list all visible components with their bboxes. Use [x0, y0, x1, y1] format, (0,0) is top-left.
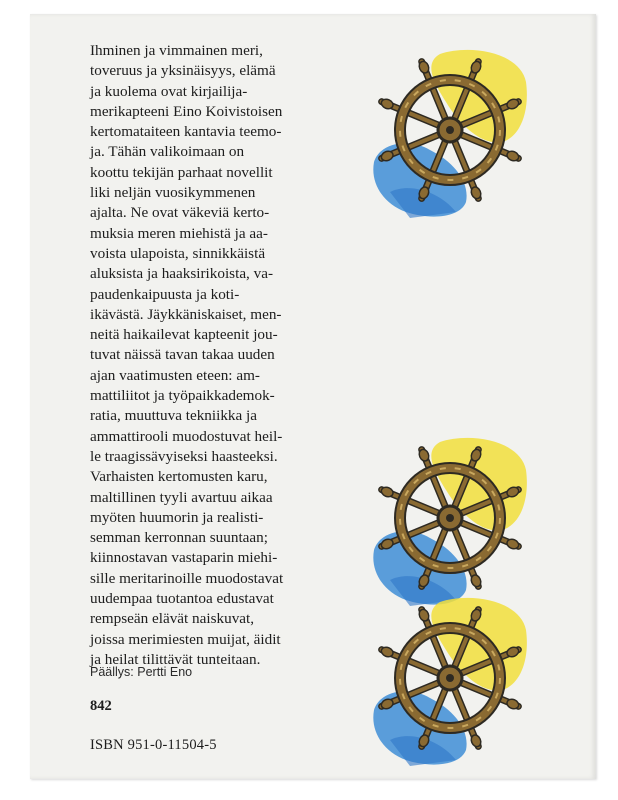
blurb-line: tuvat näissä tavan takaa uuden — [90, 346, 275, 364]
blurb-line: muksia meren miehistä ja aa- — [90, 224, 268, 242]
cover-credit: Päällys: Pertti Eno — [90, 665, 193, 679]
blurb-text — [90, 41, 400, 670]
blurb-line: ja kuolema ovat kirjailija- — [90, 82, 248, 100]
ship-wheel-illustration-2 — [370, 430, 530, 610]
blurb-line: semman kerronnan suuntaan; — [90, 529, 268, 547]
blurb-line: uudempaa tuotantoa edustavat — [90, 590, 274, 608]
series-number: 842 — [90, 698, 112, 714]
blurb-line: Ihminen ja vimmainen meri, — [90, 42, 263, 59]
blurb-line: joissa merimiesten muijat, äidit — [90, 630, 281, 648]
blurb-line: kiinnostavan vastaparin miehi- — [90, 549, 278, 567]
blurb-line: koottu tekijän parhaat novellit — [90, 163, 273, 181]
blurb-line: myöten huumorin ja realisti- — [90, 508, 264, 526]
blurb-line: ajalta. Ne ovat väkeviä kerto- — [90, 204, 270, 222]
blurb-line: ratia, muuttuva tekniikka ja — [90, 407, 258, 425]
blurb-line: mattiliitot ja työpaikkademok- — [90, 387, 275, 405]
blurb-line: liki neljän vuosikymmenen — [90, 184, 256, 202]
blurb-line: ikävästä. Jäykkäniskaiset, men- — [90, 305, 282, 323]
ship-wheel-illustration-3 — [370, 590, 530, 770]
ship-wheel-illustration-1 — [370, 42, 530, 222]
blurb-line: kertomataiteen kantavia teemo- — [90, 123, 282, 141]
blurb-line: neitä haikailevat kapteenit jou- — [90, 326, 278, 344]
blurb-line: ammattirooli muodostuvat heil- — [90, 427, 283, 445]
blurb-line: ajan vaatimusten eteen: am- — [90, 366, 260, 384]
blurb-line: aluksista ja haaksirikoista, va- — [90, 265, 274, 283]
blurb-line: le traagissävyiseksi haasteeksi. — [90, 447, 278, 465]
blurb-line: paudenkaipuusta ja koti- — [90, 285, 240, 303]
blurb-line: rempseän elävät naiskuvat, — [90, 610, 255, 628]
blurb-line: merikapteeni Eino Koivistoisen — [90, 102, 283, 120]
blurb-line: maltillinen tyyli avartuu aikaa — [90, 488, 273, 506]
blurb-line: ja. Tähän valikoimaan on — [90, 143, 245, 161]
blurb-line: ja heilat tilittävät tunteitaan. — [90, 650, 261, 668]
blurb-line: sille meritarinoille muodostavat — [90, 569, 284, 587]
blurb-line: toveruus ja yksinäisyys, elämä — [90, 62, 276, 80]
isbn: ISBN 951-0-11504-5 — [90, 737, 217, 753]
blurb-line: Varhaisten kertomusten karu, — [90, 468, 268, 486]
blurb-line: voista ulapoista, sinnikkäistä — [90, 244, 266, 262]
